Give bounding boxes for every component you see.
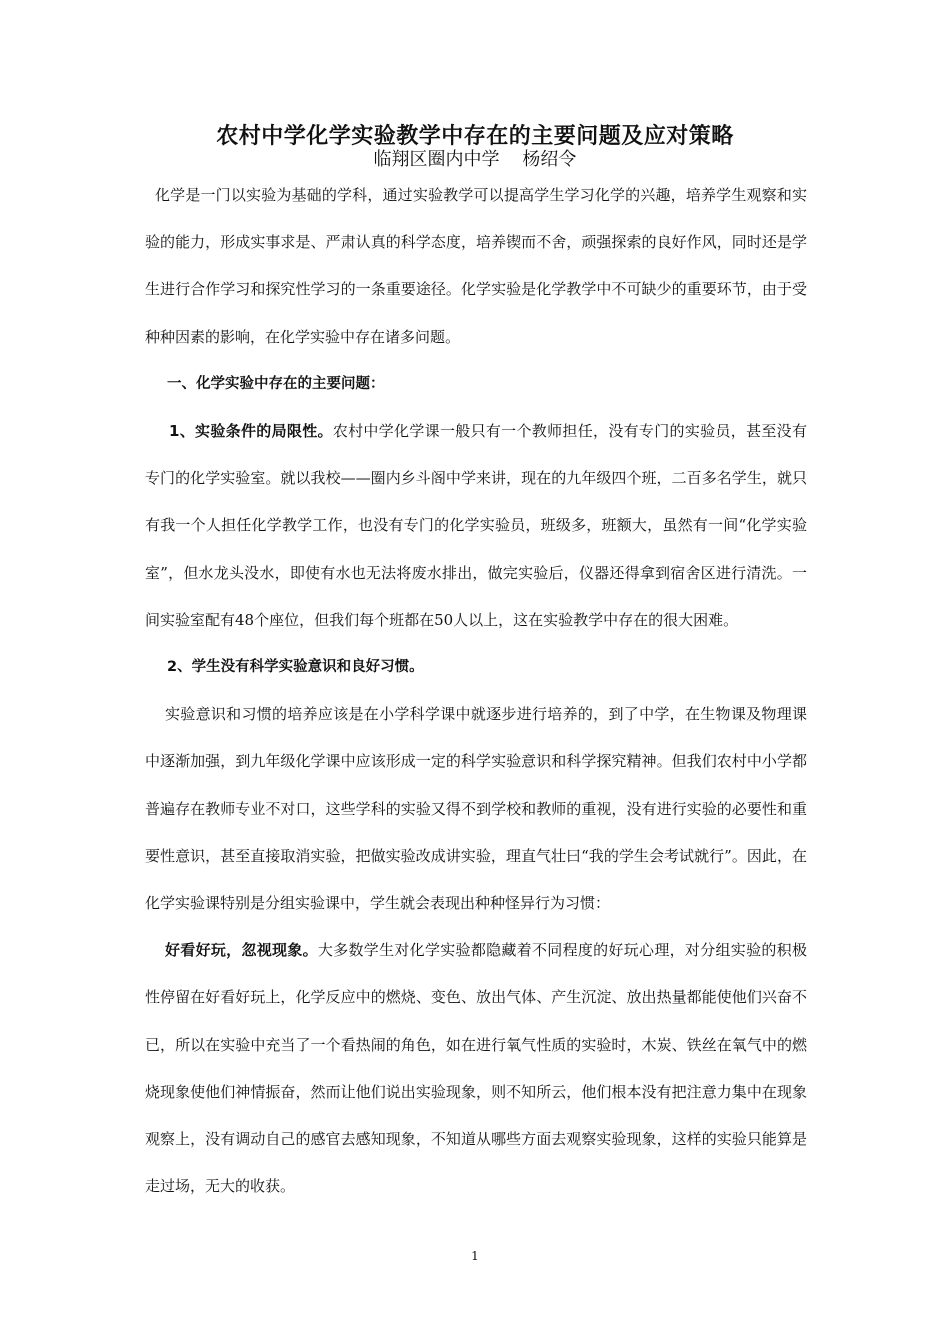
point1-text: 农村中学化学课一般只有一个教师担任，没有专门的实验员，甚至没有专门的化学实验室。就以我校——圈内乡斗阁中学来讲，现在的九年级四个班，二百多名学生，就只有我一个人担任化学教学工作，也没有专门的化学实验员，班级多，班额大，虽然有一间“化学实验室”，但水龙头没水，即使有水也无法将废水排出，做完实验后，仪器还得拿到宿舍区进行清洗。一间实验室配有48个座位，但我们每个班都在50人以上，这在实验教学中存在的很大困难。	[145, 422, 807, 629]
page-number: 1	[471, 1249, 479, 1263]
document-title: 农村中学化学实验教学中存在的主要问题及应对策略	[216, 124, 734, 149]
intro-paragraph: 化学是一门以实验为基础的学科，通过实验教学可以提高学生学习化学的兴趣，培养学生观察和实验的能力，形成实事求是、严肃认真的科学态度，培养锲而不舍，顽强探索的良好作风，同时还是学生进行合作学习和探究性学习的一条重要途径。化学实验是化学教学中不可缺少的重要环节，由于受种种因素的影响，在化学实验中存在诸多问题。	[145, 186, 807, 346]
sub1-paragraph	[145, 927, 807, 1210]
section-heading: 一、化学实验中存在的主要问题：	[167, 375, 385, 392]
point2-heading: 2、学生没有科学实验意识和良好习惯。	[167, 659, 424, 676]
point2-paragraph: 实验意识和习惯的培养应该是在小学科学课中就逐步进行培养的，到了中学，在生物课及物理课中逐渐加强，到九年级化学课中应该形成一定的科学实验意识和科学探究精神。但我们农村中小学都普遍存在教师专业不对口，这些学科的实验又得不到学校和教师的重视，没有进行实验的必要性和重要性意识，甚至直接取消实验，把做实验改成讲实验，理直气壮曰“我的学生会考试就行”。因此，在化学实验课特别是分组实验课中，学生就会表现出种种怪异行为习惯：	[145, 705, 807, 913]
author-line: 临翔区圈内中学 杨绍令	[373, 149, 577, 170]
point1-label: 1、实验条件的局限性。	[169, 422, 333, 441]
sub1-text: 大多数学生对化学实验都隐藏着不同程度的好玩心理，对分组实验的积极性停留在好看好玩上，化学反应中的燃烧、变色、放出气体、产生沉淀、放出热量都能使他们兴奋不已，所以在实验中充当了一个看热闹的角色，如在进行氧气性质的实验时，木炭、铁丝在氧气中的燃烧现象使他们神情振奋，然而让他们说出实验现象，则不知所云，他们根本没有把注意力集中在现象观察上，没有调动自己的感官去感知现象，不知道从哪些方面去观察实验现象，这样的实验只能算是走过场，无大的收获。	[145, 941, 807, 1196]
document-body	[145, 172, 807, 1210]
sub1-label: 好看好玩，忽视现象。	[165, 941, 318, 960]
point1-paragraph	[145, 408, 807, 644]
